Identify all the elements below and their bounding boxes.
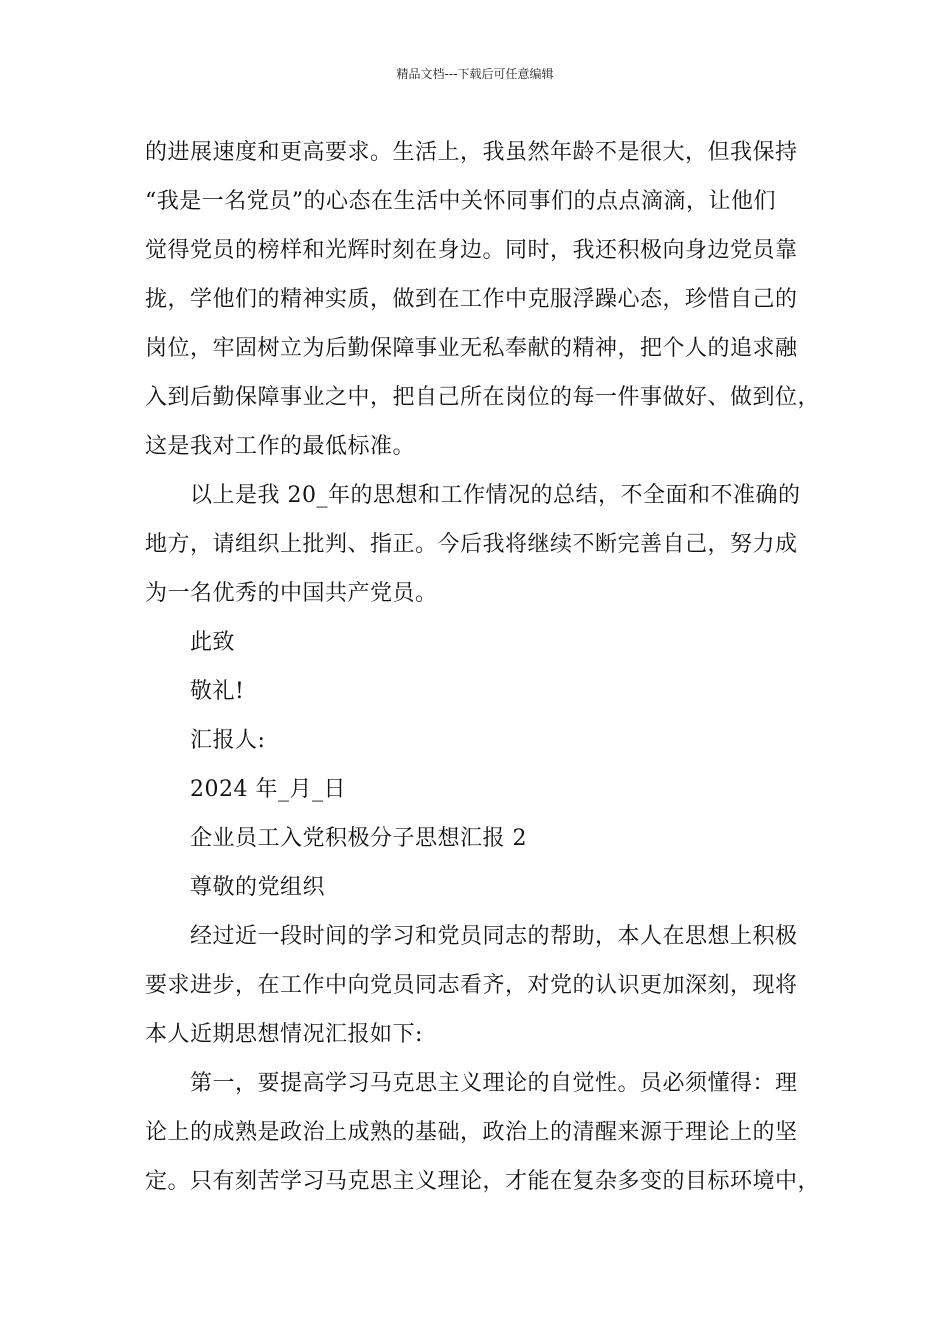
paragraph-line: 的进展速度和更高要求。生活上，我虽然年龄不是很大，但我保持 <box>145 140 798 165</box>
page-header: 精品文档---下载后可任意编辑 <box>396 67 554 81</box>
paragraph-line: 岗位，牢固树立为后勤保障事业无私奉献的精神，把个人的追求融 <box>145 336 798 361</box>
greeting: 尊敬的党组织 <box>190 875 326 900</box>
document-body <box>145 128 825 1206</box>
paragraph-line: 为一名优秀的中国共产党员。 <box>145 581 438 606</box>
paragraph-line: 这是我对工作的最低标准。 <box>145 434 416 459</box>
report-date: 2024 年_月_日 <box>190 777 346 802</box>
salutation-regards: 敬礼! <box>190 679 245 704</box>
paragraph-line: 本人近期思想情况汇报如下: <box>145 1022 423 1047</box>
paragraph-line: 经过近一段时间的学习和党员同志的帮助，本人在思想上积极 <box>190 924 798 949</box>
paragraph-line: 入到后勤保障事业之中，把自己所在岗位的每一件事做好、做到位， <box>145 385 821 410</box>
paragraph-line: 要求进步，在工作中向党员同志看齐，对党的认识更加深刻，现将 <box>145 973 798 998</box>
paragraph-line: 定。只有刻苦学习马克思主义理论，才能在复杂多变的目标环境中， <box>145 1169 821 1194</box>
paragraph-line: 觉得党员的榜样和光辉时刻在身边。同时，我还积极向身边党员靠 <box>145 238 798 263</box>
reporter-label: 汇报人: <box>190 728 266 753</box>
paragraph-line: “我是一名党员”的心态在生活中关怀同事们的点点滴滴，让他们 <box>145 189 776 214</box>
section-title: 企业员工入党积极分子思想汇报 2 <box>190 826 527 851</box>
paragraph-line: 拢，学他们的精神实质，做到在工作中克服浮躁心态，珍惜自己的 <box>145 287 798 312</box>
paragraph-line: 地方，请组织上批判、指正。今后我将继续不断完善自己，努力成 <box>145 532 798 557</box>
paragraph-line: 第一，要提高学习马克思主义理论的自觉性。员必须懂得：理 <box>190 1071 798 1096</box>
salutation-closing: 此致 <box>190 630 236 655</box>
paragraph-line: 以上是我 20_年的思想和工作情况的总结，不全面和不准确的 <box>190 483 801 508</box>
paragraph-line: 论上的成熟是政治上成熟的基础，政治上的清醒来源于理论上的坚 <box>145 1120 798 1145</box>
